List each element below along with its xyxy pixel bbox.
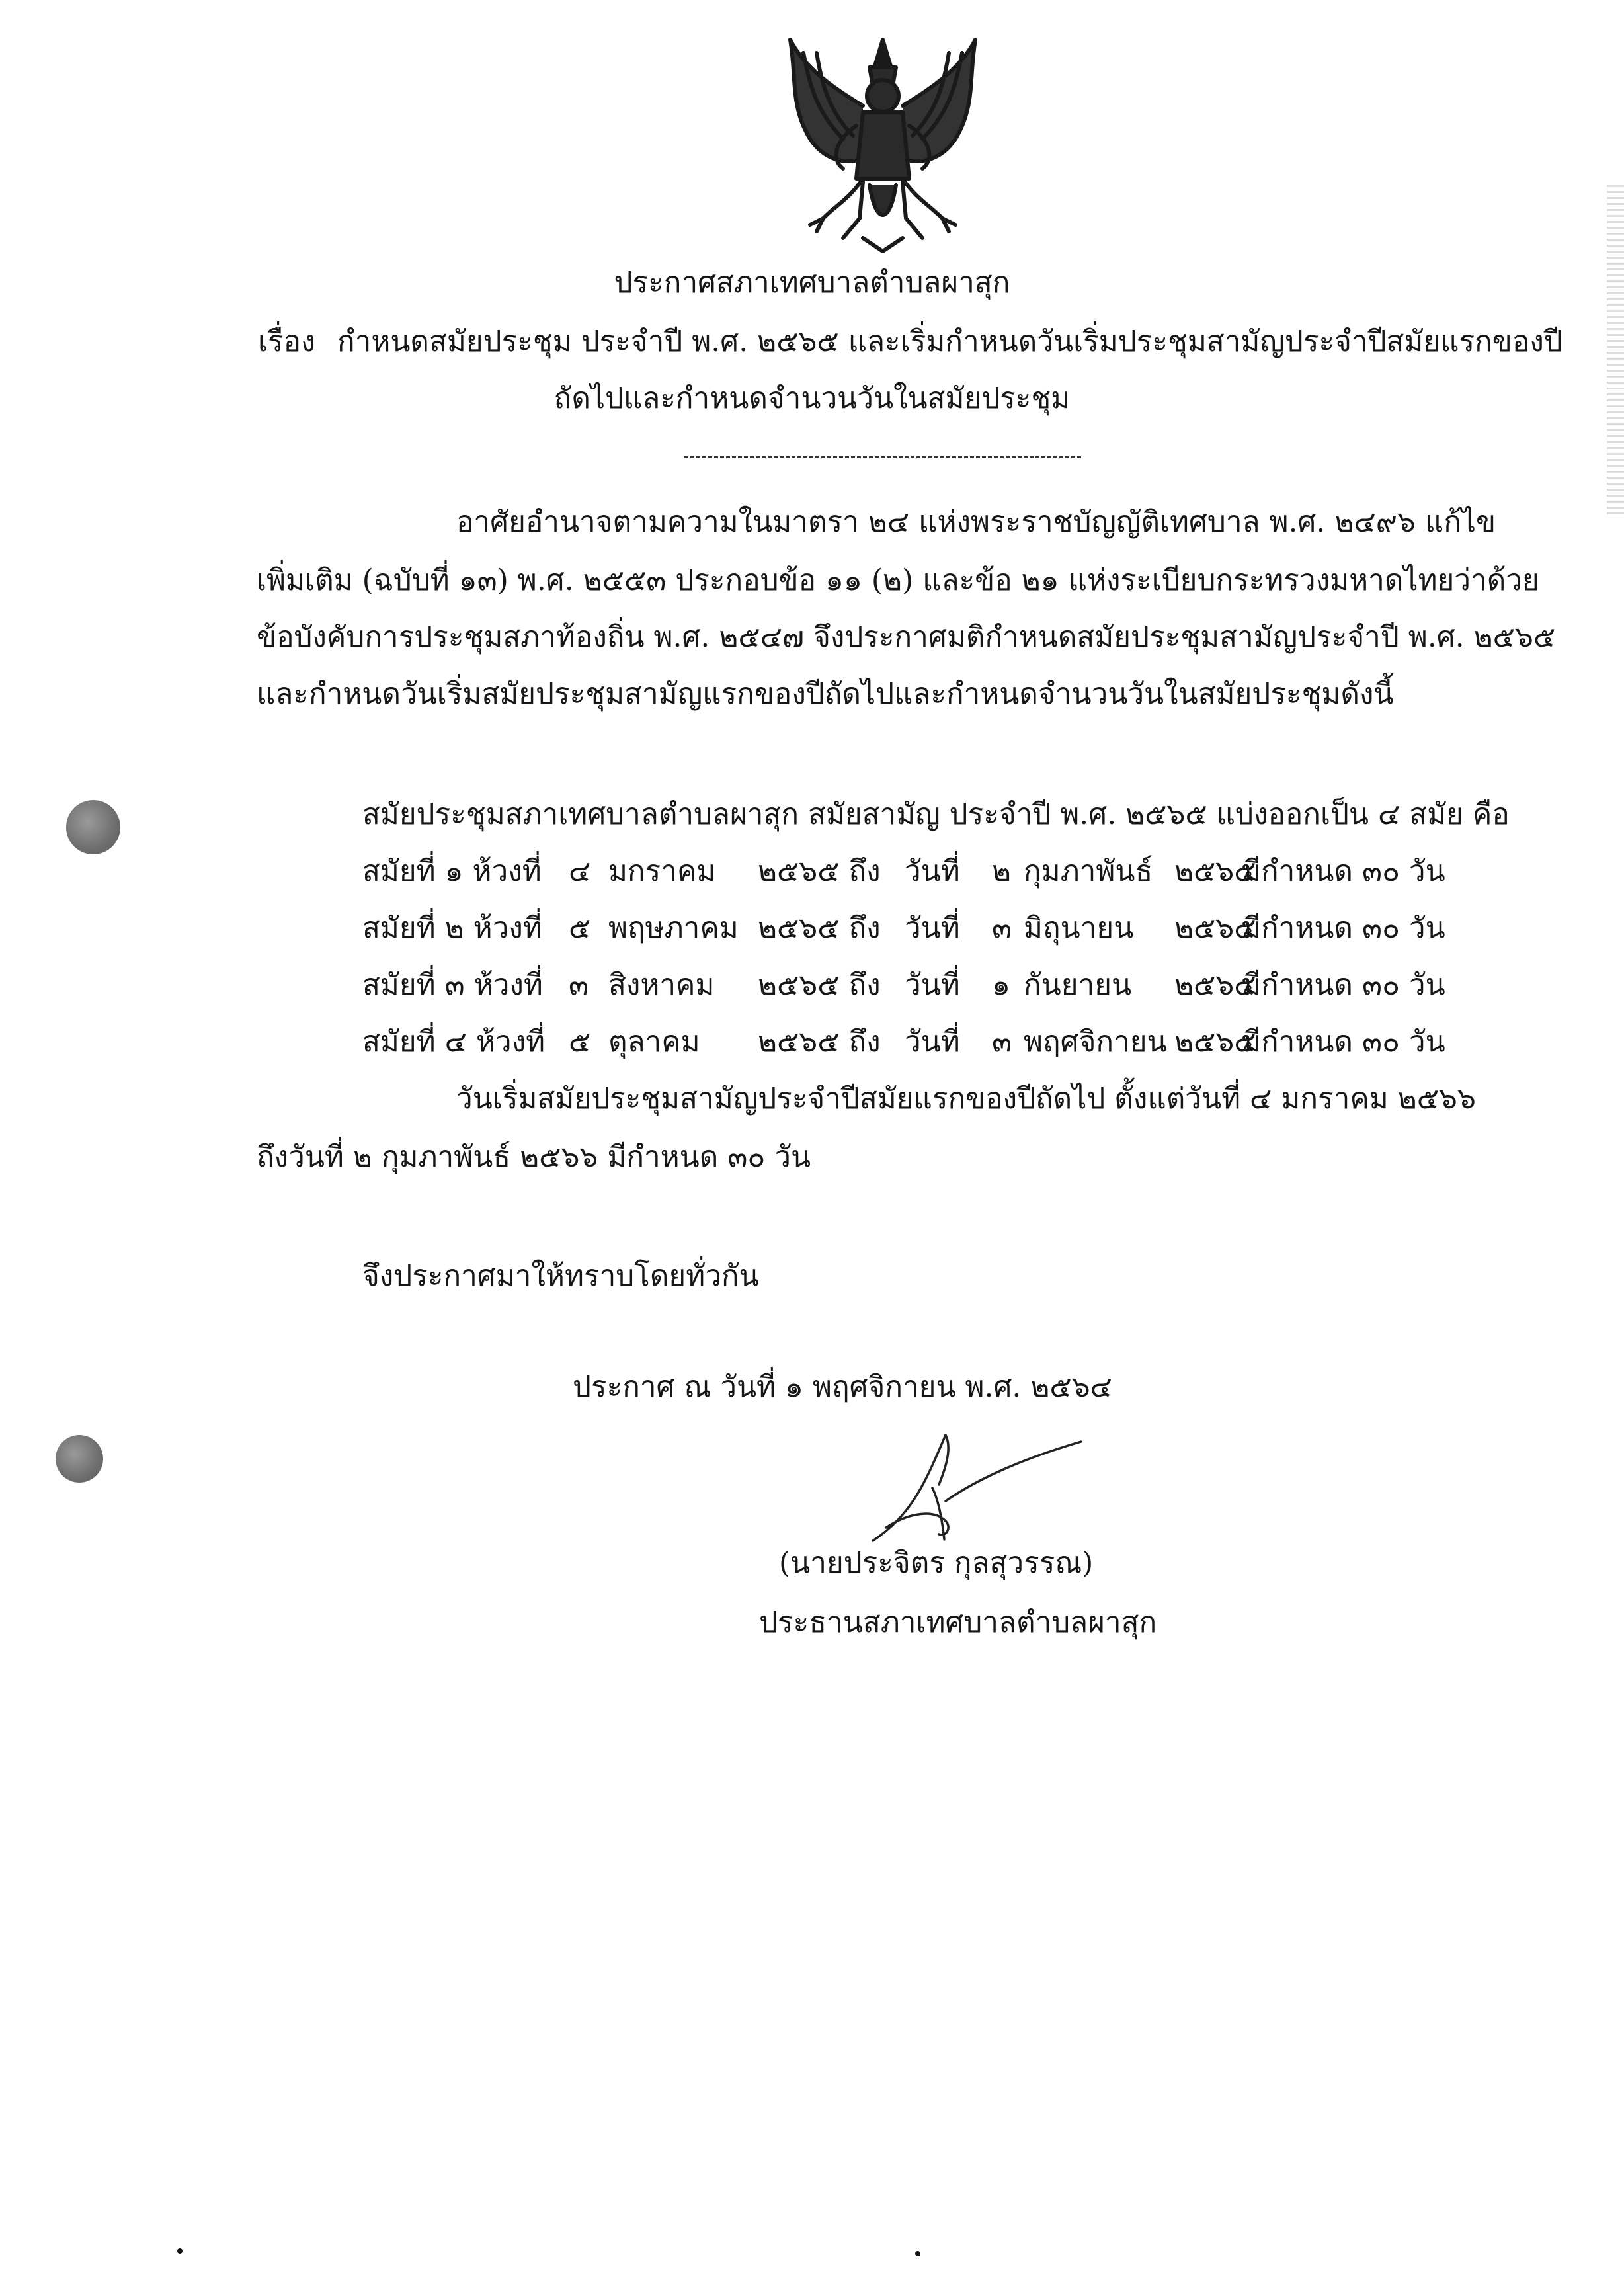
start-month: พฤษภาคม: [608, 911, 739, 945]
end-label: วันที่: [905, 911, 960, 945]
end-month: กันยายน: [1024, 968, 1132, 1002]
scan-edge-artifact: [1607, 185, 1624, 516]
start-month: สิงหาคม: [608, 968, 715, 1002]
end-year: ๒๕๖๕: [1174, 1025, 1256, 1059]
end-year: ๒๕๖๕: [1174, 911, 1256, 945]
session-label: สมัยที่ ๔ ห้วงที่: [362, 1025, 546, 1059]
preamble-line-4: และกำหนดวันเริ่มสมัยประชุมสามัญแรกของปีถัดไปและกำหนดจำนวนวันในสมัยประชุมดังนี้: [257, 677, 1394, 711]
punch-hole: [56, 1435, 103, 1483]
start-day: ๕: [569, 911, 591, 945]
end-month: พฤศจิกายน: [1024, 1025, 1167, 1059]
next-year-line-1: วันเริ่มสมัยประชุมสามัญประจำปีสมัยแรกของปีถัดไป ตั้งแต่วันที่ ๔ มกราคม ๒๕๖๖: [456, 1082, 1476, 1116]
session-label: สมัยที่ ๒ ห้วงที่: [362, 911, 542, 945]
subject-line-1: กำหนดสมัยประชุม ประจำปี พ.ศ. ๒๕๖๕ และเริ่มกำหนดวันเริ่มประชุมสามัญประจำปีสมัยแรกของปี: [337, 325, 1563, 358]
session-label: สมัยที่ ๑ ห้วงที่: [362, 854, 542, 888]
start-month: มกราคม: [608, 854, 716, 888]
end-day: ๒: [992, 854, 1012, 888]
punch-hole: [66, 800, 120, 854]
announcement-date: ประกาศ ณ วันที่ ๑ พฤศจิกายน พ.ศ. ๒๕๖๔: [573, 1370, 1112, 1404]
signatory-name: (นายประจิตร กุลสุวรรณ): [779, 1546, 1094, 1580]
preamble-line-2: เพิ่มเติม (ฉบับที่ ๑๓) พ.ศ. ๒๕๕๓ ประกอบข้อ ๑๑ (๒) และข้อ ๒๑ แห่งระเบียบกระทรวงมหาดไทยว่าด้วย: [257, 563, 1539, 597]
scan-dot: [915, 2251, 920, 2256]
end-label: วันที่: [905, 1025, 960, 1059]
signatory-position: ประธานสภาเทศบาลตำบลผาสุก: [759, 1606, 1157, 1639]
end-month: มิถุนายน: [1024, 911, 1134, 945]
scan-dot: [177, 2248, 183, 2254]
start-year: ๒๕๖๕ ถึง: [758, 911, 881, 945]
end-label: วันที่: [905, 854, 960, 888]
start-day: ๕: [569, 1025, 591, 1059]
end-year: ๒๕๖๕: [1174, 968, 1256, 1002]
end-year: ๒๕๖๕: [1174, 854, 1256, 888]
document-title: ประกาศสภาเทศบาลตำบลผาสุก: [614, 266, 1010, 300]
duration: มีกำหนด ๓๐ วัน: [1242, 1025, 1445, 1059]
subject-line-2: ถัดไปและกำหนดจำนวนวันในสมัยประชุม: [553, 382, 1071, 415]
preamble-line-3: ข้อบังคับการประชุมสภาท้องถิ่น พ.ศ. ๒๕๔๗ จึงประกาศมติกำหนดสมัยประชุมสามัญประจำปี พ.ศ. ๒๕๖๕: [257, 620, 1556, 654]
end-day: ๓: [992, 911, 1012, 945]
preamble-line-1: อาศัยอำนาจตามความในมาตรา ๒๔ แห่งพระราชบัญญัติเทศบาล พ.ศ. ๒๔๙๖ แก้ไข: [456, 505, 1496, 539]
handwritten-signature-icon: [846, 1422, 1084, 1547]
start-month: ตุลาคม: [608, 1025, 700, 1059]
duration: มีกำหนด ๓๐ วัน: [1242, 854, 1445, 888]
end-day: ๓: [992, 1025, 1012, 1059]
start-year: ๒๕๖๕ ถึง: [758, 968, 881, 1002]
subject-label: เรื่อง: [258, 325, 315, 358]
end-day: ๑: [992, 968, 1010, 1002]
start-day: ๓: [569, 968, 589, 1002]
schedule-intro: สมัยประชุมสภาเทศบาลตำบลผาสุก สมัยสามัญ ประจำปี พ.ศ. ๒๕๖๕ แบ่งออกเป็น ๔ สมัย คือ: [362, 798, 1510, 831]
end-month: กุมภาพันธ์: [1024, 854, 1153, 888]
duration: มีกำหนด ๓๐ วัน: [1242, 911, 1445, 945]
end-label: วันที่: [905, 968, 960, 1002]
duration: มีกำหนด ๓๐ วัน: [1242, 968, 1445, 1002]
next-year-line-2: ถึงวันที่ ๒ กุมภาพันธ์ ๒๕๖๖ มีกำหนด ๓๐ วัน: [257, 1140, 811, 1174]
session-label: สมัยที่ ๓ ห้วงที่: [362, 968, 543, 1002]
closing-statement: จึงประกาศมาให้ทราบโดยทั่วกัน: [362, 1259, 759, 1293]
start-year: ๒๕๖๕ ถึง: [758, 854, 881, 888]
separator-rule: [684, 456, 1081, 458]
start-day: ๔: [569, 854, 591, 888]
start-year: ๒๕๖๕ ถึง: [758, 1025, 881, 1059]
garuda-emblem-icon: [764, 26, 1002, 265]
